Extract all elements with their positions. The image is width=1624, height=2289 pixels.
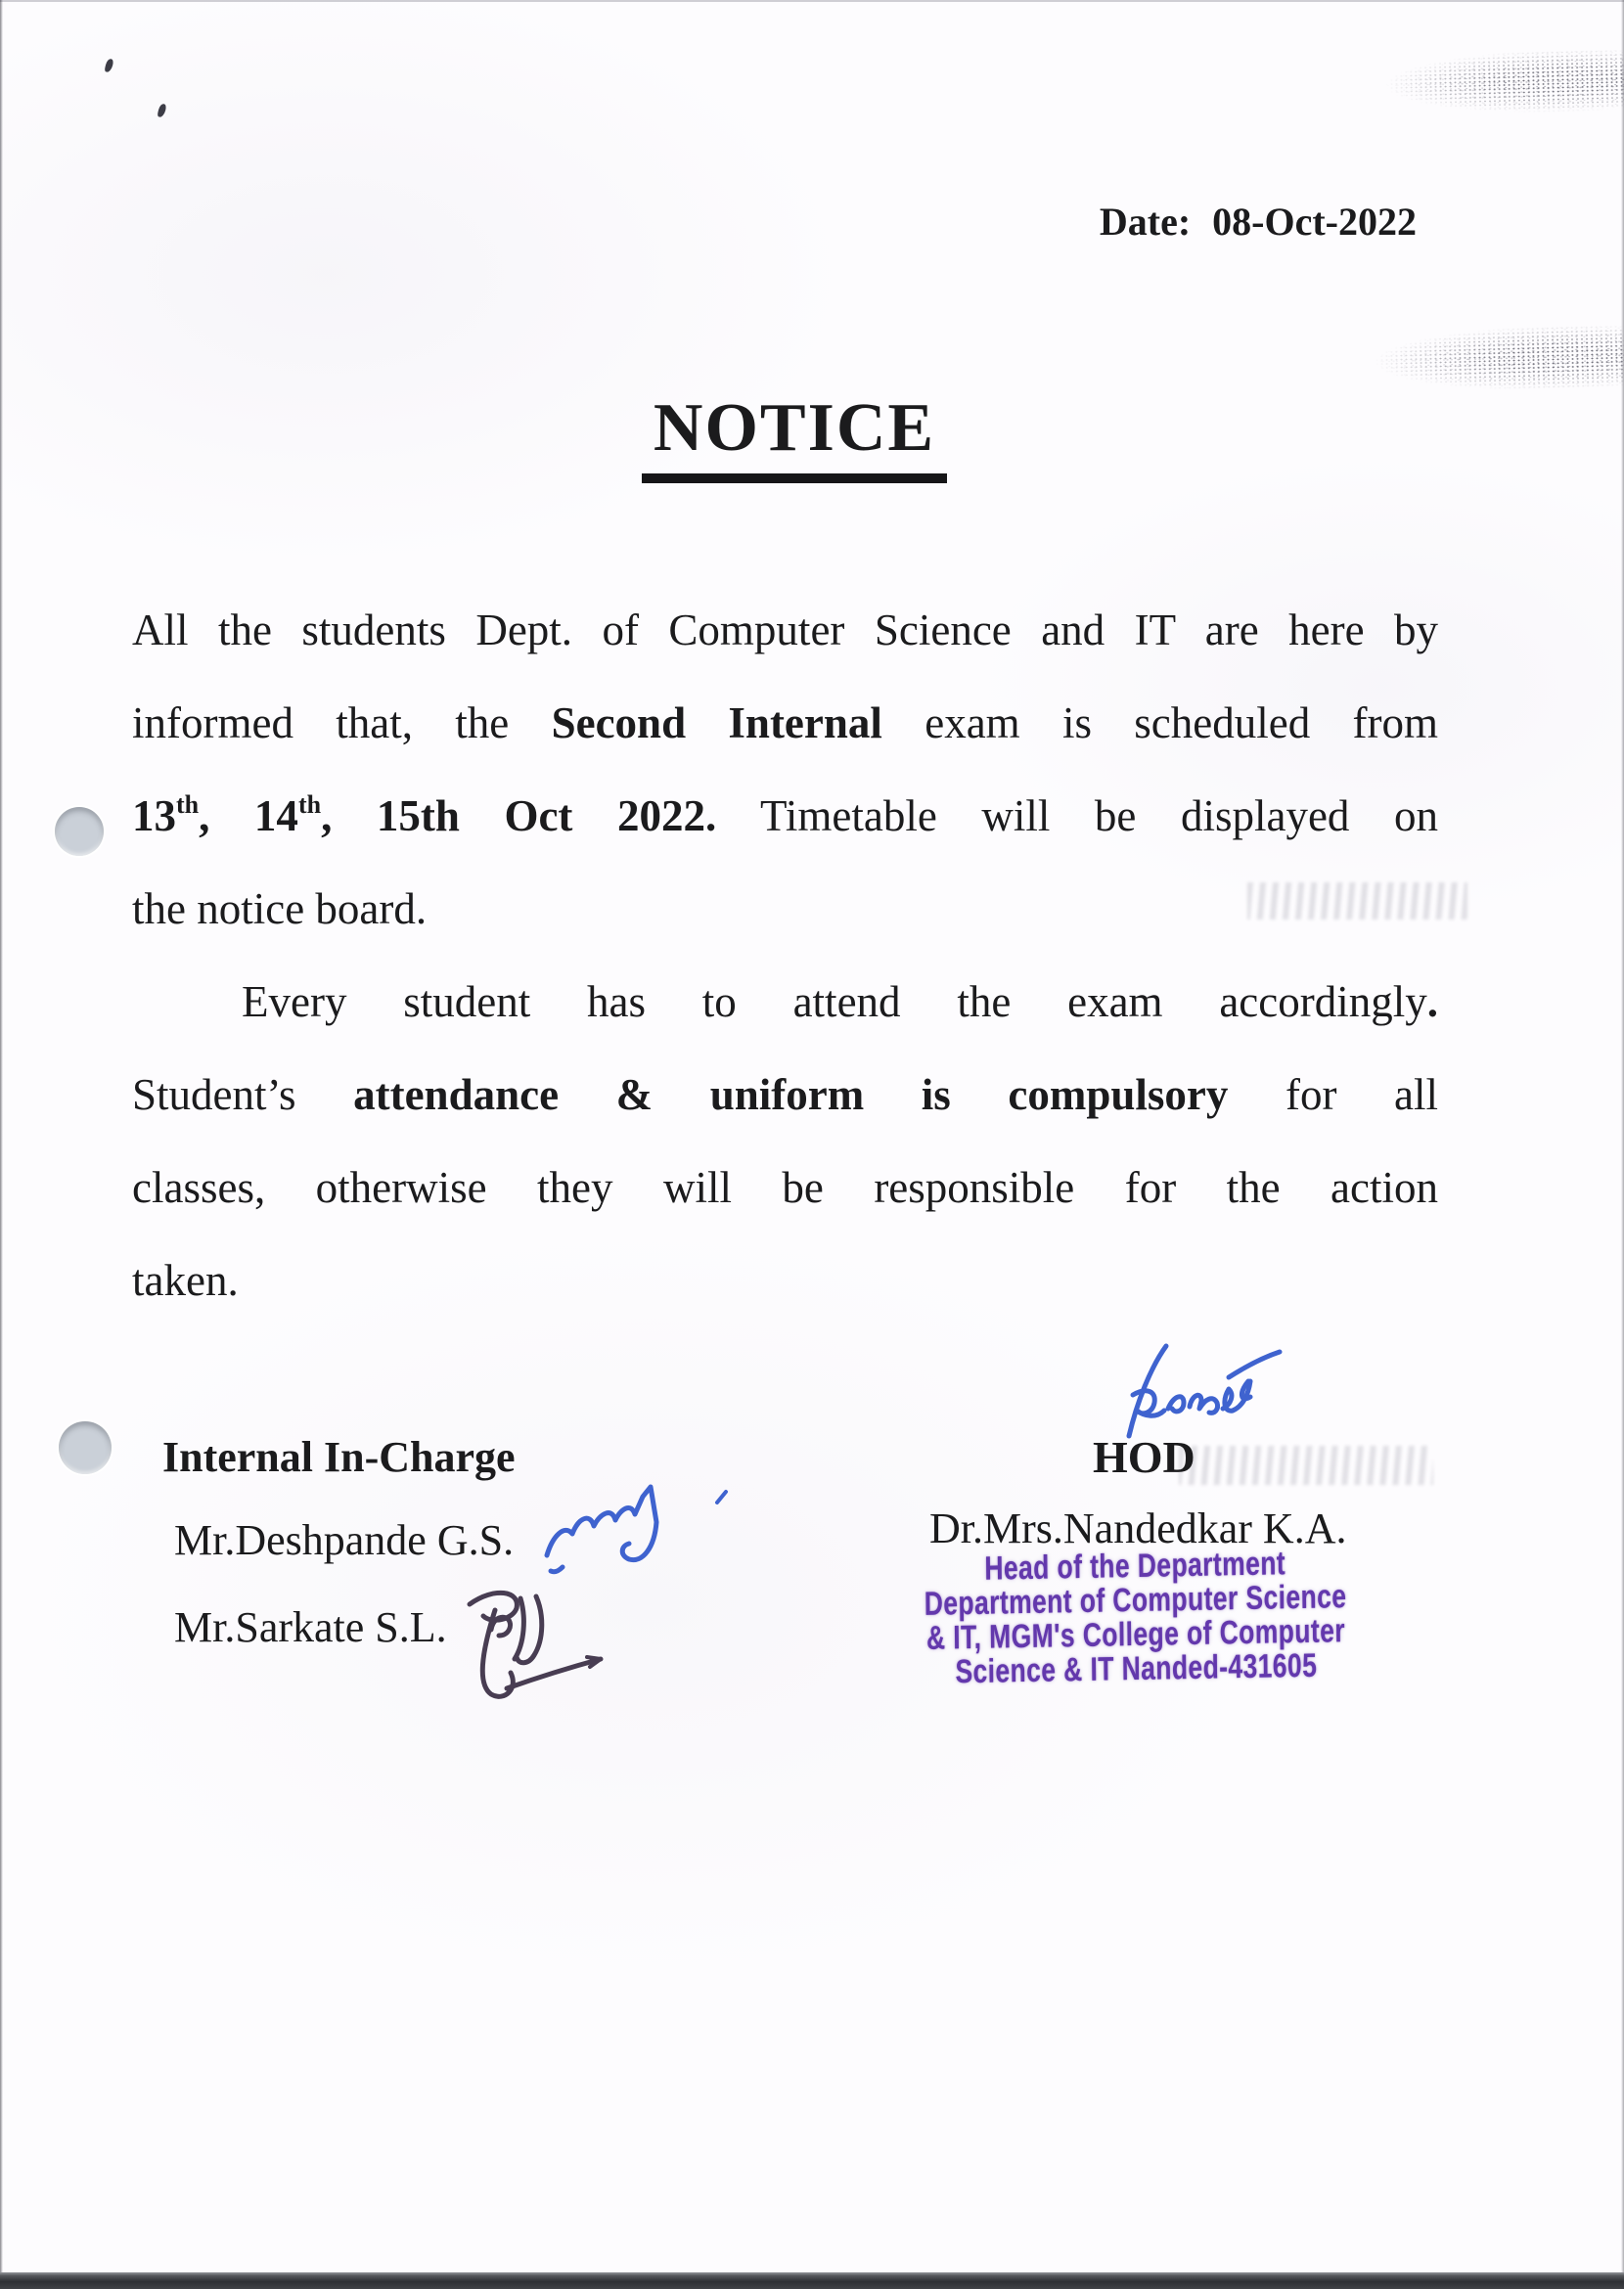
body-text-bold: Second Internal <box>551 698 882 747</box>
pen-speck <box>104 58 113 72</box>
superscript: th <box>176 790 200 819</box>
name-nandedkar: Dr.Mrs.Nandedkar K.A. <box>929 1504 1347 1552</box>
body-text: exam is scheduled from <box>881 698 1439 747</box>
body-text-bold: . <box>1426 977 1438 1026</box>
signature-deshpande <box>533 1477 734 1587</box>
body-text: informed that, the <box>132 698 552 747</box>
body-line: taken. <box>132 1256 239 1305</box>
body-line: the notice board. <box>132 884 428 933</box>
hole-punch <box>55 807 104 856</box>
body-line: classes, otherwise they will be responsible for the action <box>132 1163 1438 1212</box>
stamp-line: Department of Computer Science <box>924 1578 1347 1623</box>
scan-edge-left <box>0 0 3 2289</box>
hole-punch <box>59 1421 112 1474</box>
internal-incharge-title: Internal In-Charge <box>162 1433 516 1481</box>
body-line <box>132 677 1438 770</box>
body-text-bold: 13 <box>132 791 176 840</box>
body-line <box>132 1049 1438 1142</box>
body-text-bold: , 14 <box>199 791 298 840</box>
signature-hod <box>1104 1338 1285 1441</box>
body-text-bold: attendance & uniform is compulsory <box>353 1070 1229 1119</box>
date-value: 08-Oct-2022 <box>1212 200 1417 244</box>
name-deshpande: Mr.Deshpande G.S. <box>174 1516 515 1564</box>
body-line: All the students Dept. of Computer Science and IT are here by <box>132 606 1438 654</box>
name-sarkate: Mr.Sarkate S.L. <box>174 1603 447 1651</box>
body-line <box>132 956 1438 1049</box>
date-label: Date: <box>1099 200 1192 244</box>
stamp-line: Head of the Department <box>984 1545 1286 1588</box>
notice-body <box>132 584 1438 1327</box>
title-wrap <box>0 389 1606 483</box>
scan-ghost-mark <box>1179 1446 1433 1485</box>
hod-title: HOD <box>1093 1432 1195 1482</box>
body-line <box>132 770 1438 863</box>
date-line <box>1100 199 1417 245</box>
body-text-bold: , 15th Oct 2022. <box>321 791 717 840</box>
body-text: Student’s <box>132 1070 354 1119</box>
scan-edge-bottom <box>0 2272 1624 2289</box>
body-text: Timetable will be displayed on <box>716 791 1438 840</box>
scan-smudge-top <box>1310 41 1624 125</box>
notice-title: NOTICE <box>642 389 947 483</box>
department-stamp <box>883 1545 1388 1690</box>
scan-edge-top <box>0 0 1624 2</box>
body-text: for all <box>1228 1070 1438 1119</box>
stamp-line: & IT, MGM's College of Computer <box>925 1612 1346 1657</box>
stamp-line: Science & IT Nanded-431605 <box>955 1646 1318 1691</box>
body-text: Every student has to attend the exam accordingly <box>242 977 1427 1026</box>
signature-sarkate <box>450 1575 621 1717</box>
superscript: th <box>297 790 322 819</box>
pen-speck <box>157 103 166 117</box>
